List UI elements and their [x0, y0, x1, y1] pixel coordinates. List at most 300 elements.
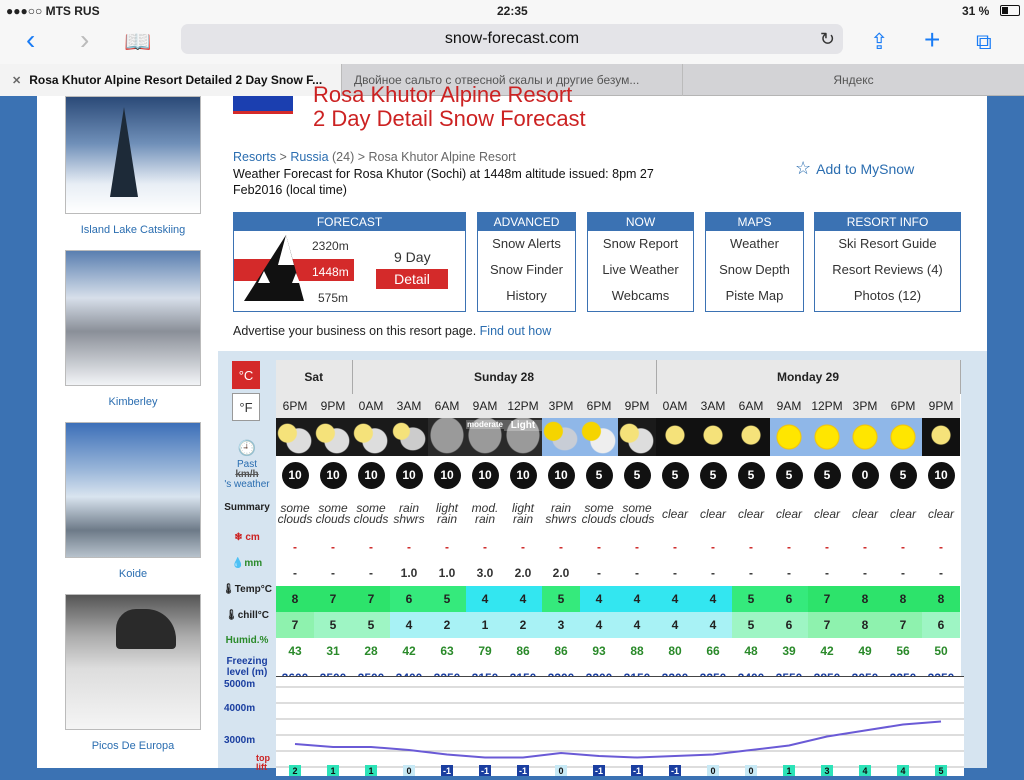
summary-line: clouds — [619, 512, 655, 526]
rain-cell: - — [711, 566, 715, 580]
temp-marker — [289, 765, 301, 776]
snow-cell: - — [483, 540, 487, 554]
chill-cell: 4 — [656, 612, 694, 638]
temp-marker — [745, 765, 757, 776]
tab-label: Двойное сальто с отвесной скалы и другие безум... — [354, 73, 640, 87]
temp-marker-label: 0 — [406, 766, 412, 776]
rain-cell: - — [331, 566, 335, 580]
temp-marker — [631, 765, 643, 776]
summary-cell — [352, 494, 390, 534]
time-cell: 9AM — [770, 394, 808, 418]
temp-cell: 7 — [352, 586, 390, 612]
summary-line: shwrs — [393, 512, 425, 526]
weather-sun-cloud-icon[interactable] — [580, 418, 618, 456]
altitude-top[interactable]: 2320m — [312, 239, 349, 253]
menu-snow-finder[interactable]: Snow Finder — [490, 262, 563, 277]
time-cell: 9PM — [314, 394, 352, 418]
temp-cell: 7 — [314, 586, 352, 612]
temp-marker — [935, 765, 947, 776]
forecast-table — [276, 360, 961, 692]
chill-cell: 5 — [352, 612, 390, 638]
tab-yandex[interactable] — [682, 64, 1024, 96]
temp-cell: 5 — [428, 586, 466, 612]
temp-marker-label: 3 — [824, 766, 830, 776]
rain-cell: - — [787, 566, 791, 580]
menu-resort-guide[interactable]: Ski Resort Guide — [838, 236, 937, 251]
weather-cloud-rain-icon[interactable] — [466, 418, 504, 456]
temp-marker — [365, 765, 377, 776]
fahrenheit-button[interactable]: °F — [232, 393, 260, 421]
temp-marker — [669, 765, 681, 776]
wind-arrow-icon: 5 — [586, 462, 613, 489]
summary-line: clouds — [277, 512, 313, 526]
temp-marker-label: 0 — [710, 766, 716, 776]
summary-line: rain — [550, 501, 571, 515]
summary-cell — [846, 494, 884, 534]
menu-header: NOW — [588, 213, 693, 231]
clock-text: 22:35 — [497, 4, 528, 18]
weather-sun-rain-icon[interactable] — [542, 418, 580, 456]
address-bar[interactable] — [181, 24, 843, 54]
rain-cell: - — [597, 566, 601, 580]
humidity-cell: 86 — [554, 644, 568, 658]
temp-cell: 8 — [276, 586, 314, 612]
time-cell: 0AM — [656, 394, 694, 418]
chill-cell: 4 — [580, 612, 618, 638]
humidity-cell: 43 — [288, 644, 302, 658]
forecast-grid-panel — [218, 351, 987, 776]
summary-row — [276, 494, 960, 534]
rain-cell: - — [749, 566, 753, 580]
summary-cell — [428, 494, 466, 534]
temp-cell: 7 — [808, 586, 846, 612]
summary-line: clear — [737, 506, 764, 521]
menu-snow-depth[interactable]: Snow Depth — [719, 262, 790, 277]
weather-label[interactable]: 's weather — [224, 479, 270, 490]
summary-cell — [922, 494, 960, 534]
reload-icon[interactable]: ↻ — [819, 29, 835, 49]
time-cell: 0AM — [352, 394, 390, 418]
thumb-caption[interactable]: Picos De Europa — [91, 740, 175, 752]
menu-snow-report[interactable]: Snow Report — [602, 236, 679, 251]
menu-resort-info — [814, 212, 961, 312]
breadcrumb — [233, 150, 516, 164]
rain-cell: - — [939, 566, 943, 580]
new-tab-icon[interactable]: + — [924, 24, 941, 55]
humidity-cell: 31 — [326, 644, 340, 658]
snow-row — [276, 534, 960, 560]
thumb-caption[interactable]: Koide — [118, 568, 148, 580]
summary-line: clear — [699, 506, 726, 521]
advert-link[interactable]: Find out how — [479, 324, 552, 338]
rain-cell: - — [825, 566, 829, 580]
summary-cell — [542, 494, 580, 534]
wind-arrow-icon: 5 — [624, 462, 651, 489]
time-cell: 6AM — [428, 394, 466, 418]
humidity-cell: 93 — [592, 644, 606, 658]
time-cell: 3AM — [390, 394, 428, 418]
snow-cell: - — [331, 540, 335, 554]
menu-history[interactable]: History — [506, 288, 547, 303]
humidity-cell: 56 — [896, 644, 910, 658]
clock-icon[interactable]: 🕘 — [237, 440, 257, 457]
wind-arrow-icon: 5 — [814, 462, 841, 489]
breadcrumb-russia[interactable]: Russia — [290, 150, 329, 164]
nine-day-label[interactable]: 9 Day — [394, 249, 431, 265]
snow-cell: - — [597, 540, 601, 554]
chill-cell: 2 — [504, 612, 542, 638]
time-cell: 9PM — [618, 394, 656, 418]
celsius-button[interactable]: °C — [232, 361, 260, 389]
snow-cell: - — [825, 540, 829, 554]
temp-marker — [327, 765, 339, 776]
summary-line: some — [318, 501, 348, 515]
wind-arrow-icon: 5 — [776, 462, 803, 489]
weather-moon-cloud-icon[interactable] — [618, 418, 656, 456]
humidity-row — [276, 638, 960, 664]
summary-line: rain — [436, 512, 457, 526]
page-title: Rosa Khutor Alpine Resort — [313, 82, 573, 107]
wind-arrow-icon: 0 — [852, 462, 879, 489]
temp-marker — [897, 765, 909, 776]
weather-moon-icon[interactable] — [922, 418, 960, 456]
wind-cell — [922, 456, 960, 494]
menu-weather-map[interactable]: Weather — [730, 236, 779, 251]
chill-cell: 5 — [732, 612, 770, 638]
rain-cell: 2.0 — [552, 566, 570, 580]
temp-cell: 4 — [694, 586, 732, 612]
temp-marker-label: 5 — [938, 766, 944, 776]
snow-cell: - — [673, 540, 677, 554]
weather-moon-icon[interactable] — [732, 418, 770, 456]
rain-label: 💧mm — [231, 558, 263, 569]
summary-line: light — [511, 501, 534, 515]
summary-cell — [808, 494, 846, 534]
temp-marker-label: -1 — [480, 766, 490, 776]
summary-cell — [694, 494, 732, 534]
time-cell: 3PM — [542, 394, 580, 418]
carrier-text: ●●●○○ MTS RUS — [6, 4, 100, 18]
summary-line: clear — [775, 506, 802, 521]
wind-arrow-icon: 5 — [700, 462, 727, 489]
temp-marker-label: 0 — [748, 766, 754, 776]
battery-icon — [1000, 5, 1020, 16]
chill-cell: 1 — [466, 612, 504, 638]
weather-moon-icon[interactable] — [694, 418, 732, 456]
share-icon[interactable]: ⇪ — [870, 29, 889, 54]
russia-flag-icon — [233, 96, 293, 114]
temp-cell: 4 — [618, 586, 656, 612]
thumb-caption[interactable]: Island Lake Catskiing — [80, 224, 186, 236]
tab-label: Яндекс — [833, 73, 874, 87]
altitude-mid[interactable]: 1448m — [312, 265, 349, 279]
time-cell: 12PM — [808, 394, 846, 418]
day-header: Sat — [276, 360, 352, 394]
menu-photos[interactable]: Photos (12) — [853, 288, 922, 303]
temp-marker-label: 1 — [786, 766, 792, 776]
summary-line: mod. — [471, 501, 499, 515]
thumb-picos[interactable] — [65, 594, 201, 730]
summary-cell — [580, 494, 618, 534]
summary-line: clear — [851, 506, 878, 521]
temp-marker-label: -1 — [670, 766, 680, 776]
temp-marker-label: 4 — [900, 766, 906, 776]
thumb-island-lake[interactable] — [65, 96, 201, 214]
summary-line: some — [280, 501, 310, 515]
close-tab-icon[interactable]: ✕ — [12, 75, 22, 87]
icon-overlay-label: moderate — [466, 420, 503, 429]
summary-cell — [390, 494, 428, 534]
breadcrumb-resorts[interactable]: Resorts — [233, 150, 277, 164]
rain-cell: - — [369, 566, 373, 580]
menu-piste-map[interactable]: Piste Map — [725, 288, 784, 303]
day-header-row — [276, 360, 960, 394]
back-icon[interactable]: ‹ — [26, 24, 36, 55]
breadcrumb-rest: (24) > Rosa Khutor Alpine Resort — [328, 150, 516, 164]
temp-cell: 5 — [542, 586, 580, 612]
time-cell: 6PM — [580, 394, 618, 418]
altitude-bottom[interactable]: 575m — [318, 291, 349, 305]
chill-cell: 2 — [428, 612, 466, 638]
wind-arrow-icon: 10 — [548, 462, 575, 489]
freezing-label: Freezing level (m) — [226, 656, 268, 678]
advert-line — [233, 324, 551, 338]
chill-cell: 4 — [618, 612, 656, 638]
chill-cell: 7 — [884, 612, 922, 638]
weather-moon-cloud-icon[interactable] — [352, 418, 390, 456]
wind-cell — [390, 456, 428, 494]
summary-line: rain — [398, 501, 419, 515]
web-page — [37, 82, 987, 776]
temp-marker-label: 2 — [292, 766, 298, 776]
menu-snow-alerts[interactable]: Snow Alerts — [492, 236, 561, 251]
browser-toolbar — [0, 22, 1024, 64]
snow-cell: - — [293, 540, 297, 554]
humidity-cell: 42 — [820, 644, 834, 658]
humidity-cell: 66 — [706, 644, 720, 658]
temp-cell: 6 — [390, 586, 428, 612]
weather-sun-icon[interactable] — [808, 418, 846, 456]
snow-cell: - — [863, 540, 867, 554]
summary-line: clear — [889, 506, 916, 521]
temp-marker-label: -1 — [442, 766, 452, 776]
past-label[interactable]: Past — [236, 459, 257, 470]
weather-sun-icon[interactable] — [884, 418, 922, 456]
snow-icon: ❄ — [234, 532, 246, 543]
temp-marker — [479, 765, 491, 776]
temp-marker — [403, 765, 415, 776]
temp-label: 🌡Temp°C — [222, 584, 272, 595]
temp-marker-label: -1 — [518, 766, 528, 776]
icon-overlay-label: Light — [504, 420, 542, 431]
detail-button[interactable]: Detail — [376, 269, 448, 289]
rain-cell: - — [901, 566, 905, 580]
axis-label: top lift — [256, 753, 270, 772]
chill-cell: 7 — [276, 612, 314, 638]
menu-webcams[interactable]: Webcams — [611, 288, 670, 303]
time-cell: 6PM — [276, 394, 314, 418]
star-icon: ☆ — [795, 158, 812, 178]
summary-cell — [276, 494, 314, 534]
summary-cell — [770, 494, 808, 534]
wind-arrow-icon: 5 — [890, 462, 917, 489]
summary-cell — [314, 494, 352, 534]
wind-cell — [314, 456, 352, 494]
summary-line: some — [356, 501, 386, 515]
wind-cell — [352, 456, 390, 494]
wind-arrow-icon: 10 — [396, 462, 423, 489]
rain-cell: - — [293, 566, 297, 580]
weather-sun-icon[interactable] — [770, 418, 808, 456]
temp-row — [276, 586, 960, 612]
weather-moon-icon[interactable] — [656, 418, 694, 456]
snow-cell: - — [521, 540, 525, 554]
wind-arrow-icon: 10 — [358, 462, 385, 489]
forward-icon[interactable]: › — [80, 24, 90, 55]
menu-header: RESORT INFO — [815, 213, 960, 231]
status-bar — [0, 0, 1024, 22]
snow-cell: - — [787, 540, 791, 554]
bookmarks-icon[interactable]: 📖 — [124, 29, 152, 54]
rain-cell: 1.0 — [438, 566, 456, 580]
chart-svg — [276, 677, 964, 777]
temp-cell: 4 — [504, 586, 542, 612]
temp-marker-label: 1 — [368, 766, 374, 776]
temp-cell: 4 — [656, 586, 694, 612]
summary-line: shwrs — [545, 512, 577, 526]
wind-cell — [466, 456, 504, 494]
wind-cell — [504, 456, 542, 494]
rain-cell: - — [673, 566, 677, 580]
battery-text: 31 % — [962, 4, 990, 18]
wind-cell — [846, 456, 884, 494]
menu-header: ADVANCED — [478, 213, 575, 231]
summary-cell — [656, 494, 694, 534]
humidity-cell: 39 — [782, 644, 796, 658]
weather-sun-icon[interactable] — [846, 418, 884, 456]
rain-cell: 2.0 — [514, 566, 532, 580]
humidity-cell: 50 — [934, 644, 948, 658]
snow-cell: - — [711, 540, 715, 554]
freezing-level-chart — [276, 676, 964, 776]
kmh-label: km/h — [235, 469, 259, 480]
temp-marker-label: 0 — [558, 766, 564, 776]
wind-arrow-icon: 10 — [510, 462, 537, 489]
snow-cell: - — [445, 540, 449, 554]
day-header: Monday 29 — [656, 360, 960, 394]
summary-cell — [618, 494, 656, 534]
freezing-level-line — [295, 722, 941, 758]
chill-row — [276, 612, 960, 638]
url-text: snow-forecast.com — [444, 30, 580, 47]
issued-text: Weather Forecast for Rosa Khutor (Sochi) at 1448m altitude issued: 8pm 27 Feb2016 (local time) — [233, 167, 654, 197]
time-cell: 6AM — [732, 394, 770, 418]
summary-line: clouds — [581, 512, 617, 526]
chill-cell: 5 — [314, 612, 352, 638]
rain-cell: 1.0 — [400, 566, 418, 580]
wind-cell — [884, 456, 922, 494]
temp-marker-label: 4 — [862, 766, 868, 776]
humidity-cell: 80 — [668, 644, 682, 658]
temp-marker — [821, 765, 833, 776]
thumb-kimberley[interactable] — [65, 250, 201, 386]
temp-cell: 8 — [884, 586, 922, 612]
summary-cell — [884, 494, 922, 534]
time-cell: 12PM — [504, 394, 542, 418]
wind-arrow-icon: 10 — [282, 462, 309, 489]
thumb-koide[interactable] — [65, 422, 201, 558]
summary-cell — [504, 494, 542, 534]
axis-label: 5000m — [224, 679, 256, 690]
tab-label: Rosa Khutor Alpine Resort Detailed 2 Day Snow F... — [29, 73, 323, 87]
summary-line: rain — [474, 512, 495, 526]
temp-cell: 4 — [466, 586, 504, 612]
forecast-box — [233, 212, 466, 312]
snow-cell: - — [749, 540, 753, 554]
day-header: Sunday 28 — [352, 360, 656, 394]
wind-arrow-icon: 10 — [928, 462, 955, 489]
menu-live-weather[interactable]: Live Weather — [602, 262, 679, 277]
summary-line: clear — [927, 506, 954, 521]
snow-cell: - — [369, 540, 373, 554]
humidity-cell: 79 — [478, 644, 492, 658]
rain-cell: - — [635, 566, 639, 580]
humidity-cell: 63 — [440, 644, 454, 658]
summary-cell — [466, 494, 504, 534]
time-row — [276, 394, 960, 418]
weather-cloud-rain-icon[interactable] — [504, 418, 542, 456]
temp-marker — [859, 765, 871, 776]
temp-marker — [555, 765, 567, 776]
snow-cell: - — [407, 540, 411, 554]
summary-line: clouds — [353, 512, 389, 526]
humidity-cell: 86 — [516, 644, 530, 658]
weather-moon-cloud-icon[interactable] — [314, 418, 352, 456]
wind-cell — [808, 456, 846, 494]
weather-cloud-rain-icon[interactable] — [428, 418, 466, 456]
menu-resort-reviews[interactable]: Resort Reviews (4) — [832, 262, 943, 277]
rain-cell: - — [863, 566, 867, 580]
wind-cell — [542, 456, 580, 494]
summary-line: some — [584, 501, 614, 515]
page-subtitle: 2 Day Detail Snow Forecast — [313, 106, 586, 131]
summary-line: clear — [813, 506, 840, 521]
temp-marker — [593, 765, 605, 776]
temp-marker — [441, 765, 453, 776]
wind-arrow-icon: 10 — [472, 462, 499, 489]
snow-cell: - — [635, 540, 639, 554]
summary-line: clouds — [315, 512, 351, 526]
wind-arrow-icon: 5 — [662, 462, 689, 489]
tab-snow-forecast[interactable] — [0, 64, 341, 96]
menu-header: MAPS — [706, 213, 803, 231]
tabs-icon[interactable]: ⧉ — [976, 29, 992, 54]
temp-marker-label: 1 — [330, 766, 336, 776]
weather-moon-rain-icon[interactable] — [390, 418, 428, 456]
humidity-cell: 88 — [630, 644, 644, 658]
add-to-mysnow-link[interactable] — [795, 158, 914, 179]
chill-label: 🌡chill°C — [225, 610, 269, 621]
thumb-caption[interactable]: Kimberley — [108, 396, 158, 408]
weather-moon-cloud-icon[interactable] — [276, 418, 314, 456]
wind-cell — [770, 456, 808, 494]
weather-icon-row — [276, 418, 960, 456]
wind-cell — [428, 456, 466, 494]
humidity-label: Humid.% — [225, 635, 269, 646]
time-cell: 9PM — [922, 394, 960, 418]
temp-marker — [783, 765, 795, 776]
wind-row — [276, 456, 960, 494]
